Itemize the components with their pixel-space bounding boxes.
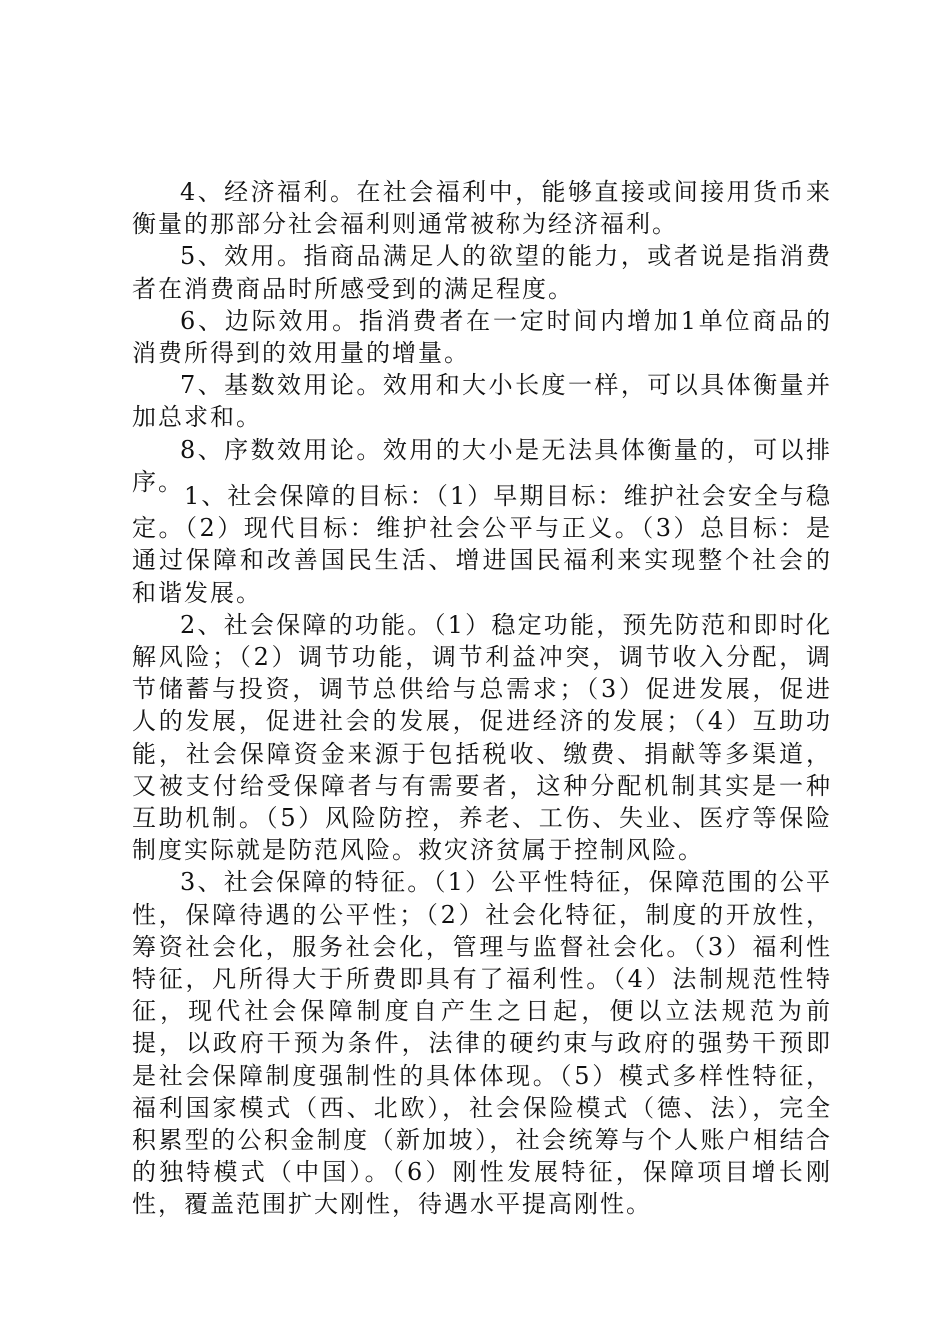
paragraph-cardinal-utility: 7、基数效用论。效用和大小长度一样，可以具体衡量并加总求和。 — [132, 371, 832, 432]
definitions-section — [132, 176, 832, 498]
paragraph-economic-welfare: 4、经济福利。在社会福利中，能够直接或间接用货币来衡量的那部分社会福利则通常被称为经济福利。 — [132, 178, 832, 239]
paragraph-social-security-features: 3、社会保障的特征。（1）公平性特征，保障范围的公平性，保障待遇的公平性；（2）社会化特征，制度的开放性，筹资社会化，服务社会化，管理与监督社会化。（3）福利性特征，凡所得大于所费即具有了福利性。（4）法制规范性特征，现代社会保障制度自产生之日起，便以立法规范为前提，以政府干预为条件，法律的硬约束与政府的强势干预即是社会保障制度强制性的具体体现。（5）模式多样性特征，福利国家模式（西、北欧），社会保险模式（德、法），完全积累型的公积金制度（新加坡），社会统筹与个人账户相结合的独特模式（中国）。（6）刚性发展特征，保障项目增长刚性，覆盖范围扩大刚性，待遇水平提高刚性。 — [132, 868, 832, 1219]
paragraph-social-security-goals: 1、社会保障的目标：（1）早期目标：维护社会安全与稳定。（2）现代目标：维护社会公平与正义。（3）总目标：是通过保障和改善国民生活、增进国民福利来实现整个社会的和谐发展。 — [132, 482, 832, 607]
paragraph-social-security-functions: 2、社会保障的功能。（1）稳定功能，预先防范和即时化解风险；（2）调节功能，调节利益冲突，调节收入分配，调节储蓄与投资，调节总供给与总需求；（3）促进发展，促进人的发展，促进社会的发展，促进经济的发展；（4）互助功能，社会保障资金来源于包括税收、缴费、捐献等多渠道，又被支付给受保障者与有需要者，这种分配机制其实是一种互助机制。（5）风险防控，养老、工伤、失业、医疗等保险制度实际就是防范风险。救灾济贫属于控制风险。 — [132, 610, 832, 865]
paragraph-utility: 5、效用。指商品满足人的欲望的能力，或者说是指消费者在消费商品时所感受到的满足程度。 — [132, 242, 832, 303]
paragraph-marginal-utility: 6、边际效用。指消费者在一定时间内增加1单位商品的消费所得到的效用量的增量。 — [132, 306, 832, 368]
paragraph-ordinal-utility: 8、序数效用论。效用的大小是无法具体衡量的，可以排序。 — [132, 435, 832, 496]
social-security-section — [132, 480, 832, 1221]
